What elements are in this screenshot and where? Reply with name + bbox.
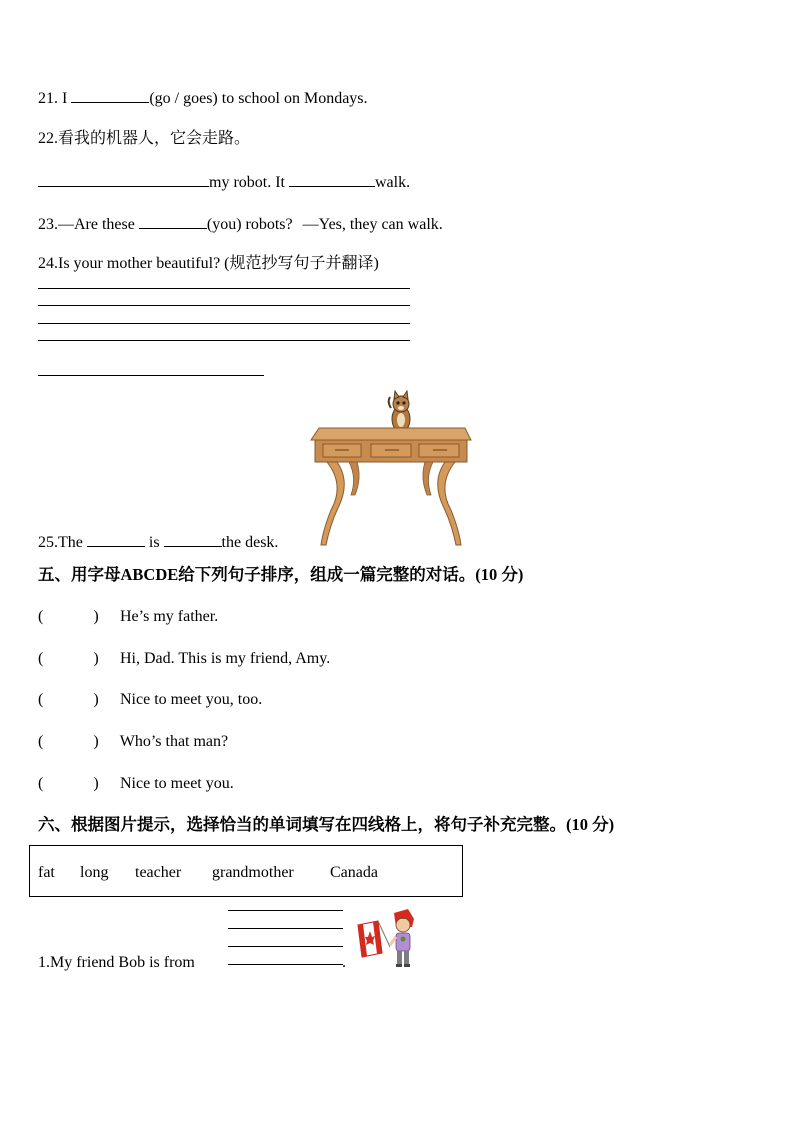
four-line-grid-line-3[interactable] — [228, 946, 343, 947]
order-item-text: Hi, Dad. This is my friend, Amy. — [120, 650, 331, 667]
order-item — [38, 649, 330, 669]
q22-answer-blank-2[interactable] — [289, 171, 375, 187]
word-bank — [29, 845, 463, 897]
q25-answer-blank-1[interactable] — [87, 531, 145, 547]
word-bank-item: teacher — [135, 864, 182, 881]
q24-writing-line-2[interactable] — [38, 305, 410, 306]
order-answer-parens[interactable]: ( ) — [38, 733, 99, 750]
q25-answer-blank-2[interactable] — [164, 531, 222, 547]
q23-mid: (you) robots? — [206, 216, 293, 233]
word-bank-item: Canada — [330, 864, 378, 881]
section-6-question-1-period: . — [342, 954, 346, 971]
question-22-answer-line — [38, 171, 410, 193]
q25-start: 25.The — [38, 534, 83, 551]
q22-mid-text: my robot. It — [209, 174, 285, 191]
desk-cat-illustration — [305, 390, 477, 550]
word-bank-item: long — [80, 864, 109, 881]
section-5-heading — [38, 565, 523, 585]
q21-number: 21. I — [38, 90, 68, 107]
question-24 — [38, 254, 379, 274]
four-line-grid-line-2[interactable] — [228, 928, 343, 929]
q23-answer-blank[interactable] — [139, 213, 207, 229]
section-5-heading-c: 给下列句子排序，组成一篇完整的对话。(10 分) — [178, 565, 524, 584]
order-item — [38, 607, 218, 627]
question-21 — [38, 87, 368, 109]
section-6-heading: 六、根据图片提示，选择恰当的单词填写在四线格上，将句子补充完整。(10 分) — [38, 815, 615, 834]
q25-mid: is — [148, 534, 160, 551]
q24-translation-line[interactable] — [38, 375, 264, 376]
four-line-grid-line-4[interactable] — [228, 964, 343, 965]
q25-tail: the desk. — [221, 534, 279, 551]
order-item-text: Who’s that man? — [119, 733, 229, 750]
q24-writing-line-1[interactable] — [38, 288, 410, 289]
canada-flag-icon — [358, 921, 390, 957]
desk-icon — [311, 428, 471, 545]
q24-note: (规范抄写句子并翻译) — [224, 255, 379, 272]
boy-icon — [390, 909, 414, 967]
q24-prompt: 24.Is your mother beautiful? — [38, 255, 221, 272]
order-answer-parens[interactable]: ( ) — [38, 650, 99, 667]
order-item-text: Nice to meet you, too. — [120, 691, 263, 708]
q22-tail-text: walk. — [375, 174, 411, 191]
section-6-question-1: 1.My friend Bob is from — [38, 954, 195, 971]
q21-answer-blank[interactable] — [71, 87, 149, 103]
order-answer-parens[interactable]: ( ) — [38, 775, 99, 792]
order-item — [38, 774, 234, 794]
section-5-heading-a: 五、用字母 — [38, 565, 121, 584]
order-item — [38, 690, 262, 710]
word-bank-item: fat — [38, 864, 55, 881]
order-item-text: He’s my father. — [120, 608, 219, 625]
question-23 — [38, 213, 443, 235]
q24-writing-line-4[interactable] — [38, 340, 410, 341]
q21-text: (go / goes) to school on Mondays. — [149, 90, 368, 107]
section-5-heading-b: ABCDE — [120, 565, 179, 584]
q23-start: 23.—Are these — [38, 216, 135, 233]
question-25 — [38, 531, 278, 553]
q24-writing-line-3[interactable] — [38, 323, 410, 324]
order-item-text: Nice to meet you. — [120, 775, 234, 792]
order-answer-parens[interactable]: ( ) — [38, 608, 99, 625]
q23-reply: —Yes, they can walk. — [302, 216, 443, 233]
four-line-grid-line-1[interactable] — [228, 910, 343, 911]
boy-with-canada-flag-illustration — [356, 907, 420, 971]
order-item — [38, 732, 228, 752]
q22-answer-blank-1[interactable] — [38, 171, 209, 187]
question-22-prompt: 22.看我的机器人，它会走路。 — [38, 130, 251, 147]
word-bank-item: grandmother — [212, 864, 294, 881]
order-answer-parens[interactable]: ( ) — [38, 691, 99, 708]
